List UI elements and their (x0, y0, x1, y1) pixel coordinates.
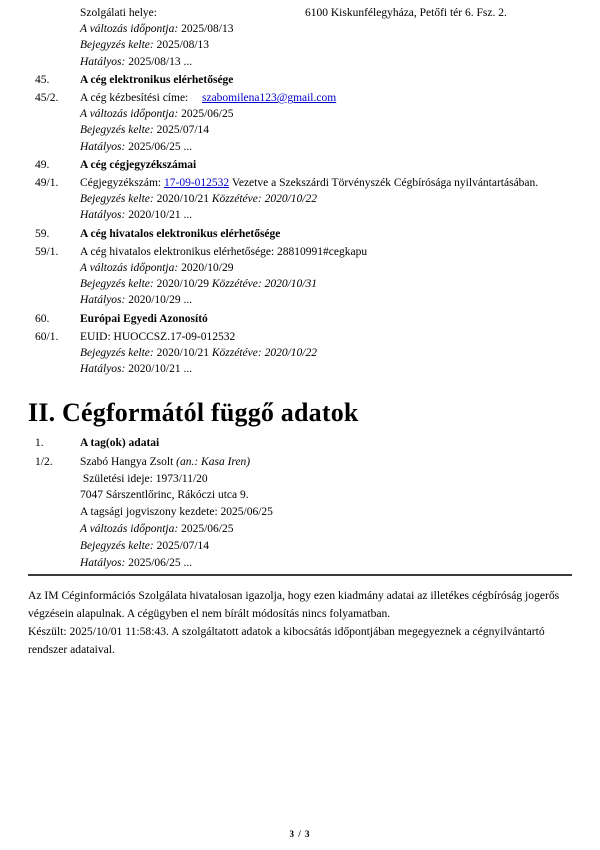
entry-text: 6100 Kiskunfélegyháza, Petőfi tér 6. Fsz. 2. (305, 7, 507, 19)
entry-body (80, 5, 572, 70)
entry-text: Szolgálati helye: (80, 7, 157, 19)
entry-line (80, 139, 572, 155)
registry-entry (28, 329, 572, 378)
entry-line (80, 311, 572, 327)
entry-number: 1/2. (35, 455, 53, 468)
entry-text: Közzétéve: 2020/10/22 (211, 193, 317, 206)
entry-line (80, 122, 572, 138)
entry-text: Hatályos: (80, 140, 126, 153)
entry-number (28, 5, 80, 70)
entry-title-text: Európai Egyedi Azonosító (80, 312, 208, 325)
entry-body (80, 454, 572, 572)
entry-text: A cég hivatalos elektronikus elérhetősége: 28810991#cegkapu (80, 245, 368, 258)
registry-entry (28, 157, 572, 173)
entry-text: Bejegyzés kelte: (80, 124, 154, 137)
certification-footer (28, 587, 572, 659)
entry-text: 2020/10/29 (153, 278, 212, 291)
footer-divider (28, 574, 572, 576)
entry-text: Vezetve a Szekszárdi Törvényszék Cégbírósága nyilvántartásában. (229, 177, 539, 190)
footer-issued-text: Készült: 2025/10/01 11:58:43. A szolgáltatott adatok a kibocsátás időpontjában megegyeznek a cégnyilvántartó rendszer adataival. (28, 625, 545, 657)
registry-entry (28, 435, 572, 452)
entry-line (80, 521, 572, 538)
entry-text: 2020/10/21 (153, 193, 212, 206)
entry-text: 2020/10/21 ... (125, 209, 193, 222)
section-i-entries (28, 5, 572, 377)
entry-text: Bejegyzés kelte: (80, 39, 154, 52)
entry-body (80, 72, 572, 88)
entry-body (80, 157, 572, 173)
entry-title-text: A cég elektronikus elérhetősége (80, 73, 234, 86)
entry-text: 2020/10/29 (178, 262, 234, 275)
entry-text: A változás időpontja: (80, 262, 179, 275)
entry-number: 59/1. (35, 245, 59, 258)
entry-line (80, 504, 572, 521)
registry-entry (28, 5, 572, 70)
entry-text: 2025/06/25 (178, 108, 234, 121)
entry-number: 49/1. (35, 177, 59, 190)
entry-text: 2025/06/25 ... (125, 140, 193, 153)
entry-number: 45. (35, 73, 50, 86)
entry-line (80, 72, 572, 88)
entry-text: 2025/07/14 (153, 124, 210, 137)
entry-text: 2020/10/21 (153, 347, 212, 360)
entry-line (80, 226, 572, 242)
entry-text: Hatályos: (80, 556, 126, 569)
entry-number: 49. (35, 158, 50, 171)
entry-body (80, 226, 572, 242)
entry-body (80, 311, 572, 327)
entry-line (80, 329, 572, 345)
entry-line (80, 471, 572, 488)
entry-text: (an.: Kasa Iren) (176, 455, 251, 468)
entry-text: Közzétéve: 2020/10/22 (211, 347, 317, 360)
entry-body (80, 435, 572, 452)
entry-line (80, 345, 572, 361)
registry-entry (28, 72, 572, 88)
entry-line (80, 21, 572, 37)
entry-body (80, 175, 572, 224)
entry-body (80, 244, 572, 309)
entry-line (80, 157, 572, 173)
entry-text: Közzétéve: 2020/10/31 (211, 278, 317, 291)
registry-entry (28, 454, 572, 572)
entry-number: 1. (35, 437, 44, 450)
entry-line (80, 538, 572, 555)
entry-line (80, 244, 572, 260)
registry-entry (28, 244, 572, 309)
entry-line (80, 260, 572, 276)
footer-certification-text: Az IM Céginformációs Szolgálata hivatalosan igazolja, hogy ezen kiadmány adatai az illetékes cégbíróság jogerős végzésein alapulnak. A cégügyben el nem bírált módosítás nincs folyamatban. (28, 589, 560, 621)
email-link[interactable]: szabomilena123@gmail.com (202, 92, 337, 105)
entry-title-text: A cég cégjegyzékszámai (80, 158, 197, 171)
entry-text: 2025/08/13 (153, 39, 210, 52)
entry-number: 59. (35, 227, 50, 240)
entry-text: 2020/10/29 ... (125, 294, 193, 307)
entry-text: 2025/08/13 ... (125, 55, 193, 68)
entry-text: Hatályos: (80, 294, 126, 307)
entry-line (80, 175, 572, 191)
entry-text: Születési ideje: 1973/11/20 (80, 472, 208, 485)
entry-text: Cégjegyzékszám: (80, 177, 164, 190)
entry-line (80, 435, 572, 452)
entry-line (80, 276, 572, 292)
entry-text: 2020/10/21 ... (125, 363, 193, 376)
entry-text: A változás időpontja: (80, 108, 179, 121)
entry-text: Hatályos: (80, 209, 126, 222)
entry-text: Hatályos: (80, 363, 126, 376)
registry-number-link[interactable]: 17-09-012532 (163, 177, 230, 190)
section-ii-heading: II. Cégformától függő adatok (28, 398, 359, 428)
registry-entry (28, 311, 572, 327)
entry-text: Bejegyzés kelte: (80, 193, 154, 206)
entry-line (80, 37, 572, 53)
entry-text: 2025/06/25 (178, 523, 234, 536)
entry-body (80, 90, 572, 155)
entry-line (80, 191, 572, 207)
entry-title-text: A tag(ok) adatai (80, 437, 160, 450)
entry-text: Hatályos: (80, 55, 126, 68)
entry-text: 7047 Sárszentlőrinc, Rákóczi utca 9. (80, 489, 249, 502)
entry-title-text: A cég hivatalos elektronikus elérhetősége (80, 227, 281, 240)
registry-entry (28, 90, 572, 155)
registry-entry (28, 175, 572, 224)
entry-text: 2025/06/25 ... (125, 556, 193, 569)
entry-line (80, 487, 572, 504)
section-ii-entries (28, 435, 572, 571)
entry-line (80, 361, 572, 377)
entry-line (80, 90, 572, 106)
entry-text: A változás időpontja: (80, 523, 179, 536)
document-content (28, 5, 572, 659)
entry-text: Bejegyzés kelte: (80, 278, 154, 291)
entry-number: 45/2. (35, 92, 59, 105)
entry-body (80, 329, 572, 378)
entry-text: Bejegyzés kelte: (80, 347, 154, 360)
entry-line (80, 106, 572, 122)
entry-text: A cég kézbesítési címe: (80, 92, 189, 105)
entry-text: EUID: HUOCCSZ.17-09-012532 (80, 330, 236, 343)
entry-text: A változás időpontja: (80, 23, 179, 36)
entry-line (80, 5, 572, 21)
entry-number: 60/1. (35, 330, 59, 343)
entry-text: A tagsági jogviszony kezdete: 2025/06/25 (80, 506, 273, 519)
entry-line (80, 454, 572, 471)
entry-line (80, 292, 572, 308)
entry-line (80, 54, 572, 70)
entry-text: Bejegyzés kelte: (80, 539, 154, 552)
entry-number: 60. (35, 312, 50, 325)
page-number: 3 / 3 (289, 829, 311, 839)
registry-entry (28, 226, 572, 242)
entry-text: 2025/07/14 (153, 539, 210, 552)
entry-line (80, 555, 572, 572)
entry-text: Szabó Hangya Zsolt (80, 455, 177, 468)
entry-text: 2025/08/13 (178, 23, 234, 36)
entry-line (80, 207, 572, 223)
